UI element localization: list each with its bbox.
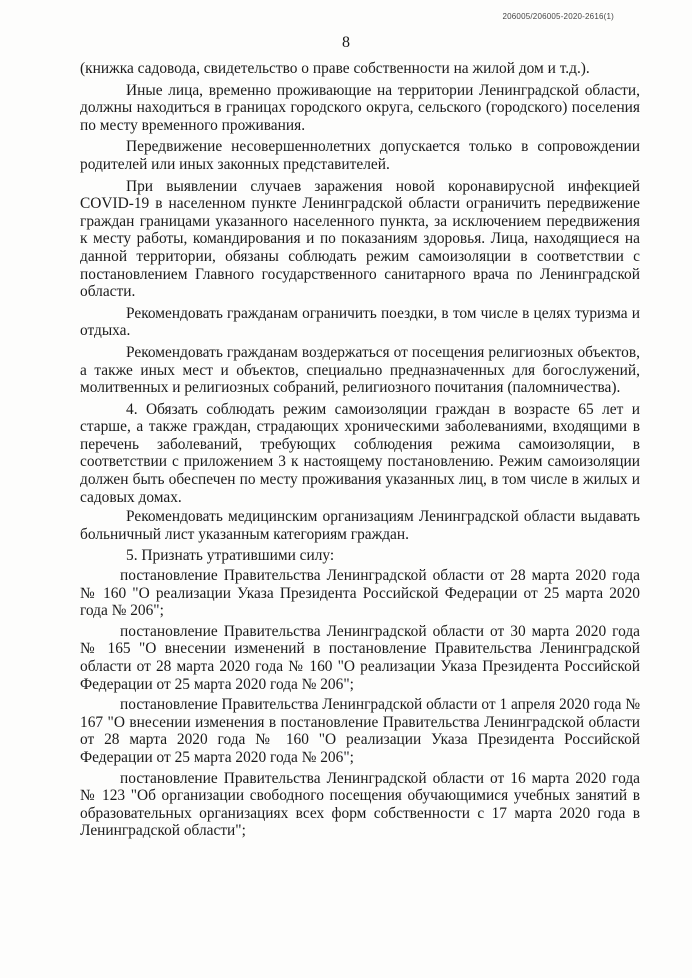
paragraph-minors: Передвижение несовершеннолетних допускается только в сопровождении родителей или иных законных представителей. (80, 138, 640, 173)
list-item-resolution-165: постановление Правительства Ленинградской области от 30 марта 2020 года № 165 "О внесении изменений в постановление Правительства Ленинградской области от 28 марта 2020 года № 160 "О реализации Указа Президента Российской Федерации от 25 марта 2020 года № 206"; (80, 622, 640, 693)
list-item-resolution-123: постановление Правительства Ленинградской области от 16 марта 2020 года № 123 "Об организации свободного посещения обучающимися учебных занятий в образовательных организациях всех форм собственности с 17 марта 2020 года в Ленинградской области"; (80, 769, 640, 840)
paragraph-continuation: (книжка садовода, свидетельство о праве собственности на жилой дом и т.д.). (80, 60, 590, 77)
paragraph-travel-recommendation: Рекомендовать гражданам ограничить поездки, в том числе в целях туризма и отдыха. (80, 304, 640, 340)
document-id: 206005/206005-2020-2616(1) (502, 12, 614, 21)
paragraph-item-5: 5. Признать утратившими силу: (126, 547, 335, 565)
page-number: 8 (342, 34, 350, 51)
paragraph-infection-cases: При выявлении случаев заражения новой коронавирусной инфекцией COVID-19 в населенном пункте Ленинградской области ограничить передвижение граждан границами указанного населенного пункта, за исключением передвижения к месту работы, командирования и по показаниям здоровья. Лица, находящиеся на данной территории, обязаны соблюдать режим самоизоляции в соответствии с постановлением Главного государственного санитарного врача по Ленинградской области. (80, 177, 640, 301)
document-body (80, 60, 640, 843)
paragraph-item-4: 4. Обязать соблюдать режим самоизоляции граждан в возрасте 65 лет и старше, а также граждан, страдающих хроническими заболеваниями, входящими в перечень заболеваний, требующих соблюдения режима самоизоляции, в соответствии с приложением 3 к настоящему постановлению. Режим самоизоляции должен быть обеспечен по месту проживания указанных лиц, в том числе в жилых и садовых домах. (80, 400, 640, 506)
paragraph-temporary-residents: Иные лица, временно проживающие на территории Ленинградской области, должны находиться в границах городского округа, сельского (городского) поселения по месту временного проживания. (80, 81, 640, 134)
paragraph-religious-objects: Рекомендовать гражданам воздержаться от посещения религиозных объектов, а также иных мест и объектов, специально предназначенных для богослужений, молитвенных и религиозных собраний, религиозного почитания (паломничества). (80, 343, 640, 397)
paragraph-sick-leave: Рекомендовать медицинским организациям Ленинградской области выдавать больничный лист указанным категориям граждан. (80, 508, 640, 543)
list-item-resolution-167: постановление Правительства Ленинградской области от 1 апреля 2020 года № 167 "О внесении изменения в постановление Правительства Ленинградской области от 28 марта 2020 года № 160 "О реализации Указа Президента Российской Федерации от 25 марта 2020 года № 206"; (80, 696, 641, 766)
list-item-resolution-160: постановление Правительства Ленинградской области от 28 марта 2020 года № 160 "О реализации Указа Президента Российской Федерации от 25 марта 2020 года № 206"; (80, 567, 640, 620)
